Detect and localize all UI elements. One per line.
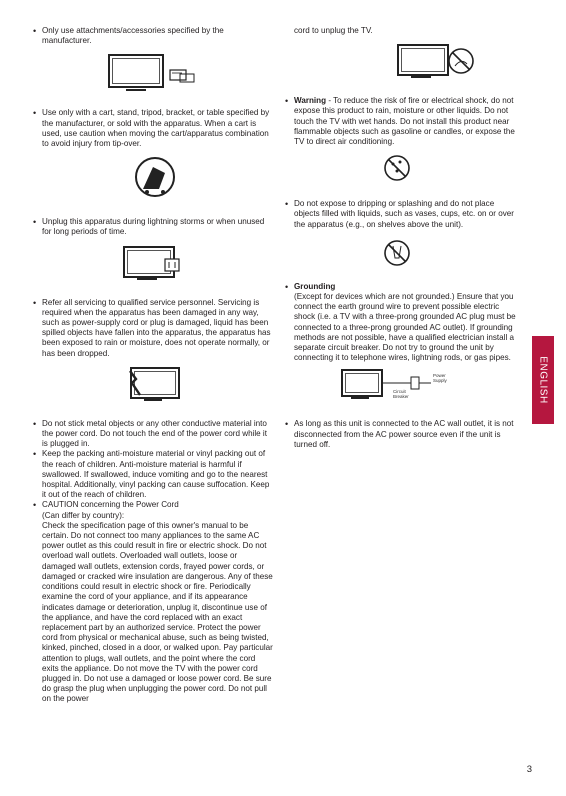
safety-item-packing: • Keep the packing anti-moisture material or vinyl packing out of the reach of children. Anti-moisture material is harmful if swallowed. If swallowed, induce vomiting and go to the nearest hospital. Additionally, vinyl packing can cause suffocation. Keep it out of the reach of children. [33,449,273,500]
language-tab: ENGLISH [532,336,554,424]
safety-item-dripping: • Do not expose to dripping or splashing and do not place objects filled with liquids, such as vases, cups, etc. on or over the apparatus (e.g., on shelves above the unit). [285,199,521,230]
safety-item-servicing: • Refer all servicing to qualified service personnel. Servicing is required when the apparatus has been damaged in any way, such as power-supply cord or plug is damaged, liquid has been spilled objects have fallen into the apparatus, the apparatus has been exposed to rain or moisture, does not operate normally, or has been dropped. [33,298,273,359]
cord-continued: cord to unplug the TV. [294,26,373,35]
page-number: 3 [526,764,532,775]
safety-item-unplug: • Unplug this apparatus during lightning storms or when unused for long periods of time. [33,217,273,237]
right-column [285,26,521,450]
safety-item-attachments: • Only use attachments/accessories specified by the manufacturer. [33,26,273,46]
cart-warning-icon [123,155,183,205]
servicing-figure [124,365,182,405]
warning-label: Warning [294,96,327,106]
no-pull-cord-icon [447,46,475,76]
no-vase-figure [383,238,411,268]
wrench-icon [126,369,146,397]
circuit-breaker-label: Circuit Breaker [393,389,409,400]
power-cord-body: Check the specification page of this owner's manual to be certain. Do not connect too many appliances to the same AC power outlet as this could result in fire or electric shock. Do not overload wall outlets. Overloaded wall outlets, loose or damaged wall outlets, extension cords, frayed power cords, or damaged or cracked wire insulation are dangerous. Any of these conditions could result in electric shock or fire. Periodically examine the cord of your appliance, and if its appearance indicates damage or deterioration, unplug it, discontinue use of the appliance, and have the cord replaced with an exact replacement part by an authorized service. Protect the power cord from physical or mechanical abuse, such as being twisted, kinked, pinched, closed in a door, or walked upon. Pay particular attention to plugs, wall outlets, and the point where the cord exits the appliance. Do not move the TV with the power cord plugged in. Do not use a damaged or loose power cord. Be sure do grasp the plug when unplugging the power cord. Do not pull on the power [42,520,273,704]
safety-item-warning: • Warning - To reduce the risk of fire or electrical shock, do not expose this product to rain, moisture or other liquids. Do not touch the TV with wet hands. Do not install this product near flammable objects such as gasoline or candles, or expose the TV to direct air conditioning. [285,96,521,147]
safety-item-power-cord [33,500,273,704]
no-vase-icon [383,238,411,268]
unplug-figure [123,244,183,284]
grounding-figure [341,367,451,407]
cart-tip-over-figure [123,155,183,205]
power-cord-subtitle: (Can differ by country): [42,510,125,520]
tv-accessories-figure [108,52,198,94]
no-liquid-icon [383,153,411,183]
safety-item-grounding: • Grounding (Except for devices which are not grounded.) Ensure that you connect the earth ground wire to prevent possible electric shock (i.e. a TV with a three-prong grounded AC plug must be connected to a three-prong grounded AC outlet). If grounding methods are not possible, have a qualified electrician install a separate circuit breaker. Do not try to ground the unit by connecting it to telephone wires, lightning rods, or gas pipes. [285,282,521,364]
power-cord-title: • CAUTION concerning the Power Cord [42,500,179,510]
power-supply-label: Power Supply [433,373,447,384]
plug-icon [161,256,183,274]
safety-item-metal-objects: • Do not stick metal objects or any other conductive material into the power cord. Do not touch the end of the power cord while it is plugged in. [33,419,273,450]
no-water-figure [383,153,411,183]
left-column [33,26,273,705]
accessories-icon [168,66,196,84]
grounding-label: Grounding [294,281,336,291]
safety-item-cart: • Use only with a cart, stand, tripod, bracket, or table specified by the manufacturer, or sold with the apparatus. When a cart is used, use caution when moving the cart/apparatus combination to avoid injury from tip-over. [33,108,273,149]
safety-item-connected: • As long as this unit is connected to the AC wall outlet, it is not disconnected from the AC power source even if the unit is turned off. [285,419,521,450]
cord-unplug-figure [397,42,477,82]
